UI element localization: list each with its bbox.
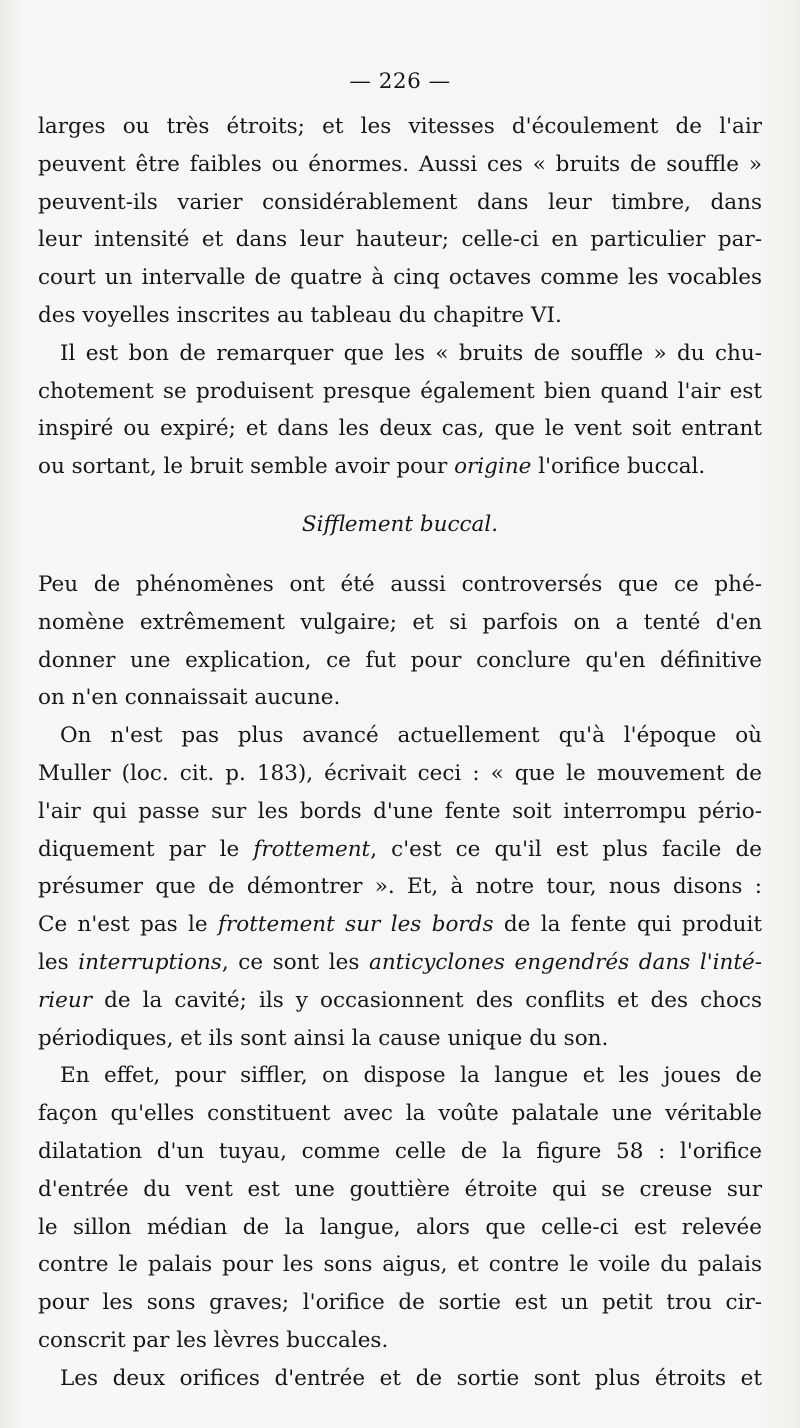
paragraph	[38, 335, 762, 486]
text-run: conscrit par les lèvres buccales.	[38, 1327, 389, 1353]
text-run: d'entrée du vent est une gouttière étroite qui se creuse sur	[38, 1176, 762, 1202]
text-run: En effet, pour siffler, on dispose la langue et les joues de	[60, 1063, 762, 1089]
text-line	[38, 1360, 762, 1398]
text-run: présumer que de démontrer ». Et, à notre tour, nous disons :	[38, 874, 762, 900]
text-run: de la cavité; ils y occasionnent des conflits et des chocs	[92, 987, 762, 1013]
text-run: , ce sont les	[221, 949, 370, 975]
paragraph	[38, 566, 762, 717]
text-line	[38, 373, 762, 411]
text-run: Muller (loc. cit. p. 183), écrivait ceci : « que le mouvement de	[38, 760, 762, 786]
text-run: Il est bon de remarquer que les « bruits de souffle » du chu-	[60, 340, 762, 366]
text-run: ou sortant, le bruit semble avoir pour	[38, 454, 455, 480]
italic-text: frottement	[253, 836, 371, 862]
text-run: peuvent être faibles ou énormes. Aussi ces « bruits de souffle »	[38, 151, 762, 177]
text-run: des voyelles inscrites au tableau du chapitre VI.	[38, 302, 562, 328]
text-line	[38, 717, 762, 755]
text-run: les	[38, 949, 79, 975]
italic-text: frottement sur les bords	[218, 912, 494, 938]
text-line	[38, 448, 762, 486]
text-run: on n'en connaissait aucune.	[38, 685, 341, 711]
text-line	[38, 1209, 762, 1247]
text-line	[38, 1171, 762, 1209]
paragraph	[38, 1057, 762, 1359]
text-run: Ce n'est pas le	[38, 912, 219, 938]
text-line	[38, 868, 762, 906]
text-line	[38, 604, 762, 642]
text-block-before-heading	[38, 108, 762, 486]
text-line	[38, 793, 762, 831]
text-line	[38, 679, 762, 717]
text-line	[38, 184, 762, 222]
page-text	[38, 62, 762, 1398]
text-line	[38, 1133, 762, 1171]
text-line	[38, 259, 762, 297]
text-line	[38, 755, 762, 793]
text-run: périodiques, et ils sont ainsi la cause unique du son.	[38, 1025, 609, 1051]
text-run: l'orifice buccal.	[531, 454, 706, 480]
text-line	[38, 108, 762, 146]
text-run: de la fente qui produit	[493, 912, 762, 938]
text-line	[38, 1095, 762, 1133]
italic-text: origine	[454, 454, 532, 480]
text-run: chotement se produisent presque également bien quand l'air est	[38, 378, 762, 404]
text-line	[38, 146, 762, 184]
page-number: — 226 —	[349, 69, 451, 94]
text-run: inspiré ou expiré; et dans les deux cas, que le vent soit entrant	[38, 416, 762, 442]
text-run: façon qu'elles constituent avec la voûte palatale une véritable	[38, 1101, 762, 1127]
text-line	[38, 1322, 762, 1360]
text-line	[38, 221, 762, 259]
text-run: Les deux orifices d'entrée et de sortie sont plus étroits et	[60, 1365, 762, 1391]
text-run: le sillon médian de la langue, alors que celle-ci est relevée	[38, 1214, 762, 1240]
text-run: Peu de phénomènes ont été aussi controversés que ce phé-	[38, 571, 762, 597]
text-line	[38, 944, 762, 982]
italic-text: anticyclones engendrés dans l'inté-	[369, 949, 762, 975]
text-line	[38, 831, 762, 869]
text-line	[38, 906, 762, 944]
text-line	[38, 1284, 762, 1322]
paragraph	[38, 1360, 762, 1398]
paragraph	[38, 108, 762, 335]
text-run: leur intensité et dans leur hauteur; celle-ci en particulier par-	[38, 227, 762, 253]
text-run: peuvent-ils varier considérablement dans leur timbre, dans	[38, 189, 762, 215]
text-line	[38, 1057, 762, 1095]
text-run: court un intervalle de quatre à cinq octaves comme les vocables	[38, 265, 762, 291]
text-block-after-heading	[38, 566, 762, 1398]
text-run: , c'est ce qu'il est plus facile de	[370, 836, 762, 862]
text-line	[38, 410, 762, 448]
text-line	[38, 1020, 762, 1058]
text-line	[38, 335, 762, 373]
text-run: contre le palais pour les sons aigus, et contre le voile du palais	[38, 1252, 762, 1278]
text-line	[38, 1246, 762, 1284]
text-line	[38, 642, 762, 680]
italic-text: interruptions	[78, 949, 222, 975]
text-run: donner une explication, ce fut pour conclure qu'en définitive	[38, 647, 762, 673]
text-run: dilatation d'un tuyau, comme celle de la figure 58 : l'orifice	[38, 1138, 762, 1164]
text-line	[38, 982, 762, 1020]
text-line	[38, 566, 762, 604]
text-line	[38, 297, 762, 335]
text-run: diquement par le	[38, 836, 254, 862]
text-run: larges ou très étroits; et les vitesses d'écoulement de l'air	[38, 114, 762, 139]
text-run: On n'est pas plus avancé actuellement qu'à l'époque où	[60, 723, 762, 749]
paragraph	[38, 717, 762, 1057]
text-run: l'air qui passe sur les bords d'une fente soit interrompu pério-	[38, 798, 762, 824]
text-run: pour les sons graves; l'orifice de sortie est un petit trou cir-	[38, 1290, 762, 1316]
text-run: nomène extrêmement vulgaire; et si parfois on a tenté d'en	[38, 609, 762, 635]
section-heading: Sifflement buccal.	[301, 511, 499, 537]
italic-text: rieur	[38, 987, 93, 1013]
